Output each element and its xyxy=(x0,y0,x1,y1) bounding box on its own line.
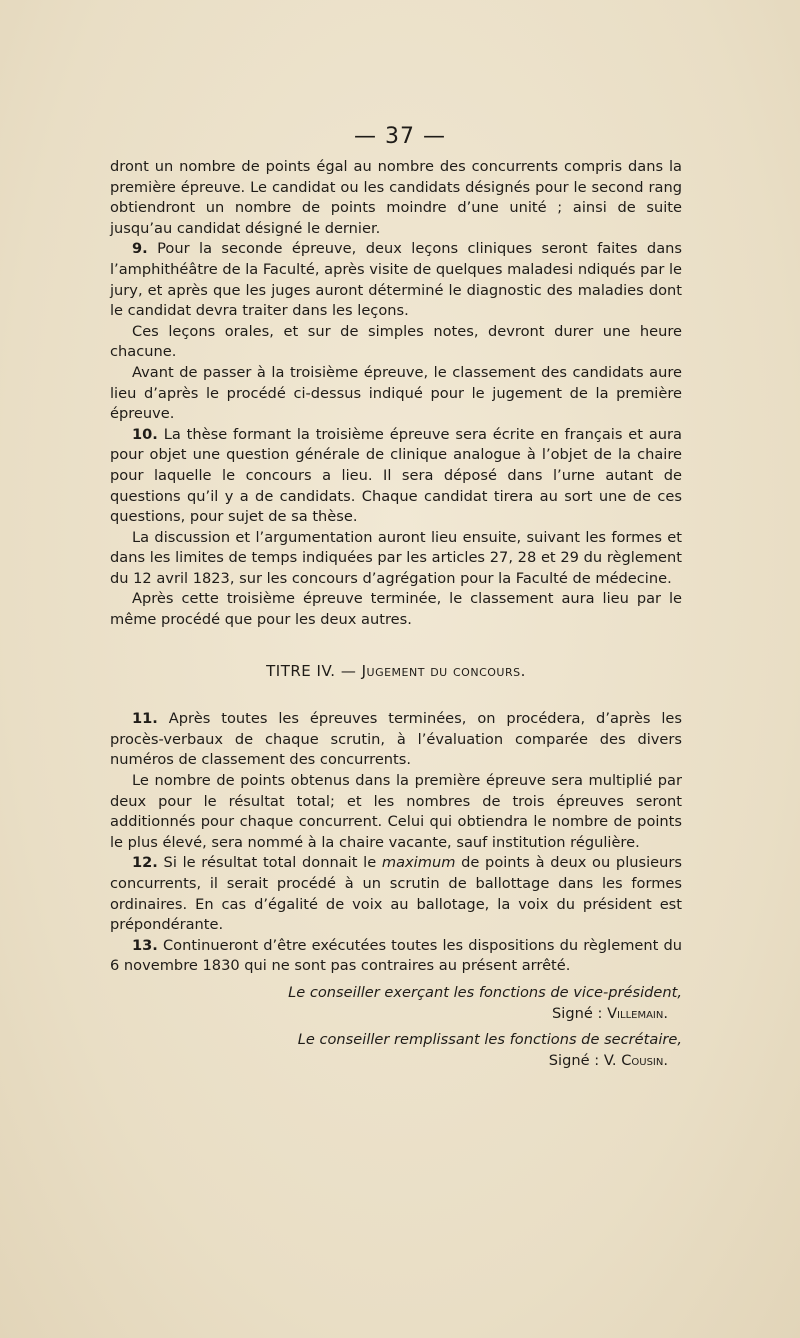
paragraph: Après cette troisième épreuve terminée, le classement aura lieu par le même procédé que pour les deux autres. xyxy=(110,590,682,629)
article-10 xyxy=(110,425,682,528)
signed-label: Signé : xyxy=(548,1051,604,1069)
section-title xyxy=(110,661,682,682)
paragraph: Le nombre de points obtenus dans la première épreuve sera multiplié par deux pour le résultat total; et les nombres de trois épreuves seront additionnés pour chaque concurrent. Celui qui obtiendra le nombre de points le plus élevé, sera nommé à la chaire vacante, sauf institution régulière. xyxy=(110,772,682,851)
article-9 xyxy=(110,239,682,321)
article-number: 10. xyxy=(132,425,158,443)
article-number: 9. xyxy=(132,240,148,258)
article-text: Continueront d’être exécutées toutes les dispositions du règlement du 6 novembre 1830 qui ne sont pas contraires au présent arrêté. xyxy=(110,936,682,975)
article-text: La thèse formant la troisième épreuve sera écrite en français et aura pour objet une question générale de clinique analogue à l’objet de la chaire pour laquelle le concours a lieu. Il sera déposé dans l’urne autant de questions qu’il y a de candidats. Chaque candidat tirera au sort une de ces questions, pour sujet de sa thèse. xyxy=(110,425,682,526)
signed-label: Signé : xyxy=(552,1004,608,1022)
signature-role-vice-president: Le conseiller exerçant les fonctions de vice-président, xyxy=(288,983,682,1001)
section-title-prefix: TITRE IV. — xyxy=(266,661,362,680)
paragraph: Avant de passer à la troisième épreuve, le classement des candidats aure lieu d’après le procédé ci-dessus indiqué pour le jugement de la première épreuve. xyxy=(110,363,682,423)
article-text: Si le résultat total donnait le xyxy=(157,854,382,872)
signature-role-secretary: Le conseiller remplissant les fonctions de secrétaire, xyxy=(297,1031,682,1049)
paragraph: La discussion et l’argumentation auront lieu ensuite, suivant les formes et dans les limites de temps indiquées par les articles 27, 28 et 29 du règlement du 12 avril 1823, sur les concours d’agrégation pour la Faculté de médecine. xyxy=(110,528,682,587)
article-text: Pour la seconde épreuve, deux leçons cliniques seront faites dans l’amphithéâtre de la Faculté, après visite de quelques maladesi ndiqués par le jury, et après que les juges auront déterminé le diagnostic des maladies dont le candidat devra traiter dans les leçons. xyxy=(110,240,682,320)
article-13 xyxy=(110,936,682,977)
signatory-name: Villemain. xyxy=(607,1004,668,1022)
emphasis: maximum xyxy=(381,854,456,872)
article-text: de points à deux ou plusieurs concurrents, il serait procédé à un scrutin de ballottage dans les formes ordinaires. En cas d’égalité de voix au ballotage, la voix du président est prépondérante. xyxy=(110,854,682,934)
article-number: 11. xyxy=(132,710,158,728)
signature-vice-president xyxy=(110,1004,682,1025)
article-text: Après toutes les épreuves terminées, on procédera, d’après les procès-verbaux de chaque scrutin, à l’évaluation comparée des divers numéros de classement des concurrents. xyxy=(110,710,682,769)
article-number: 13. xyxy=(132,936,158,954)
page-number: — 37 — xyxy=(354,124,446,149)
article-12 xyxy=(110,853,682,935)
paragraph: Ces leçons orales, et sur de simples notes, devront durer une heure chacune. xyxy=(110,322,682,361)
article-11 xyxy=(110,709,682,771)
document-body xyxy=(110,157,682,1071)
signatory-name: V. Cousin. xyxy=(603,1051,668,1069)
paragraph: dront un nombre de points égal au nombre des concurrents compris dans la première épreuve. Le candidat ou les candidats désignés pour le second rang obtiendront un nombre de points moindre d’une unité ; ainsi de suite jusqu’au candidat désigné le dernier. xyxy=(110,158,682,237)
section-title-text: Jugement du concours. xyxy=(361,661,526,680)
signature-secretary xyxy=(110,1051,682,1072)
article-number: 12. xyxy=(132,854,158,872)
